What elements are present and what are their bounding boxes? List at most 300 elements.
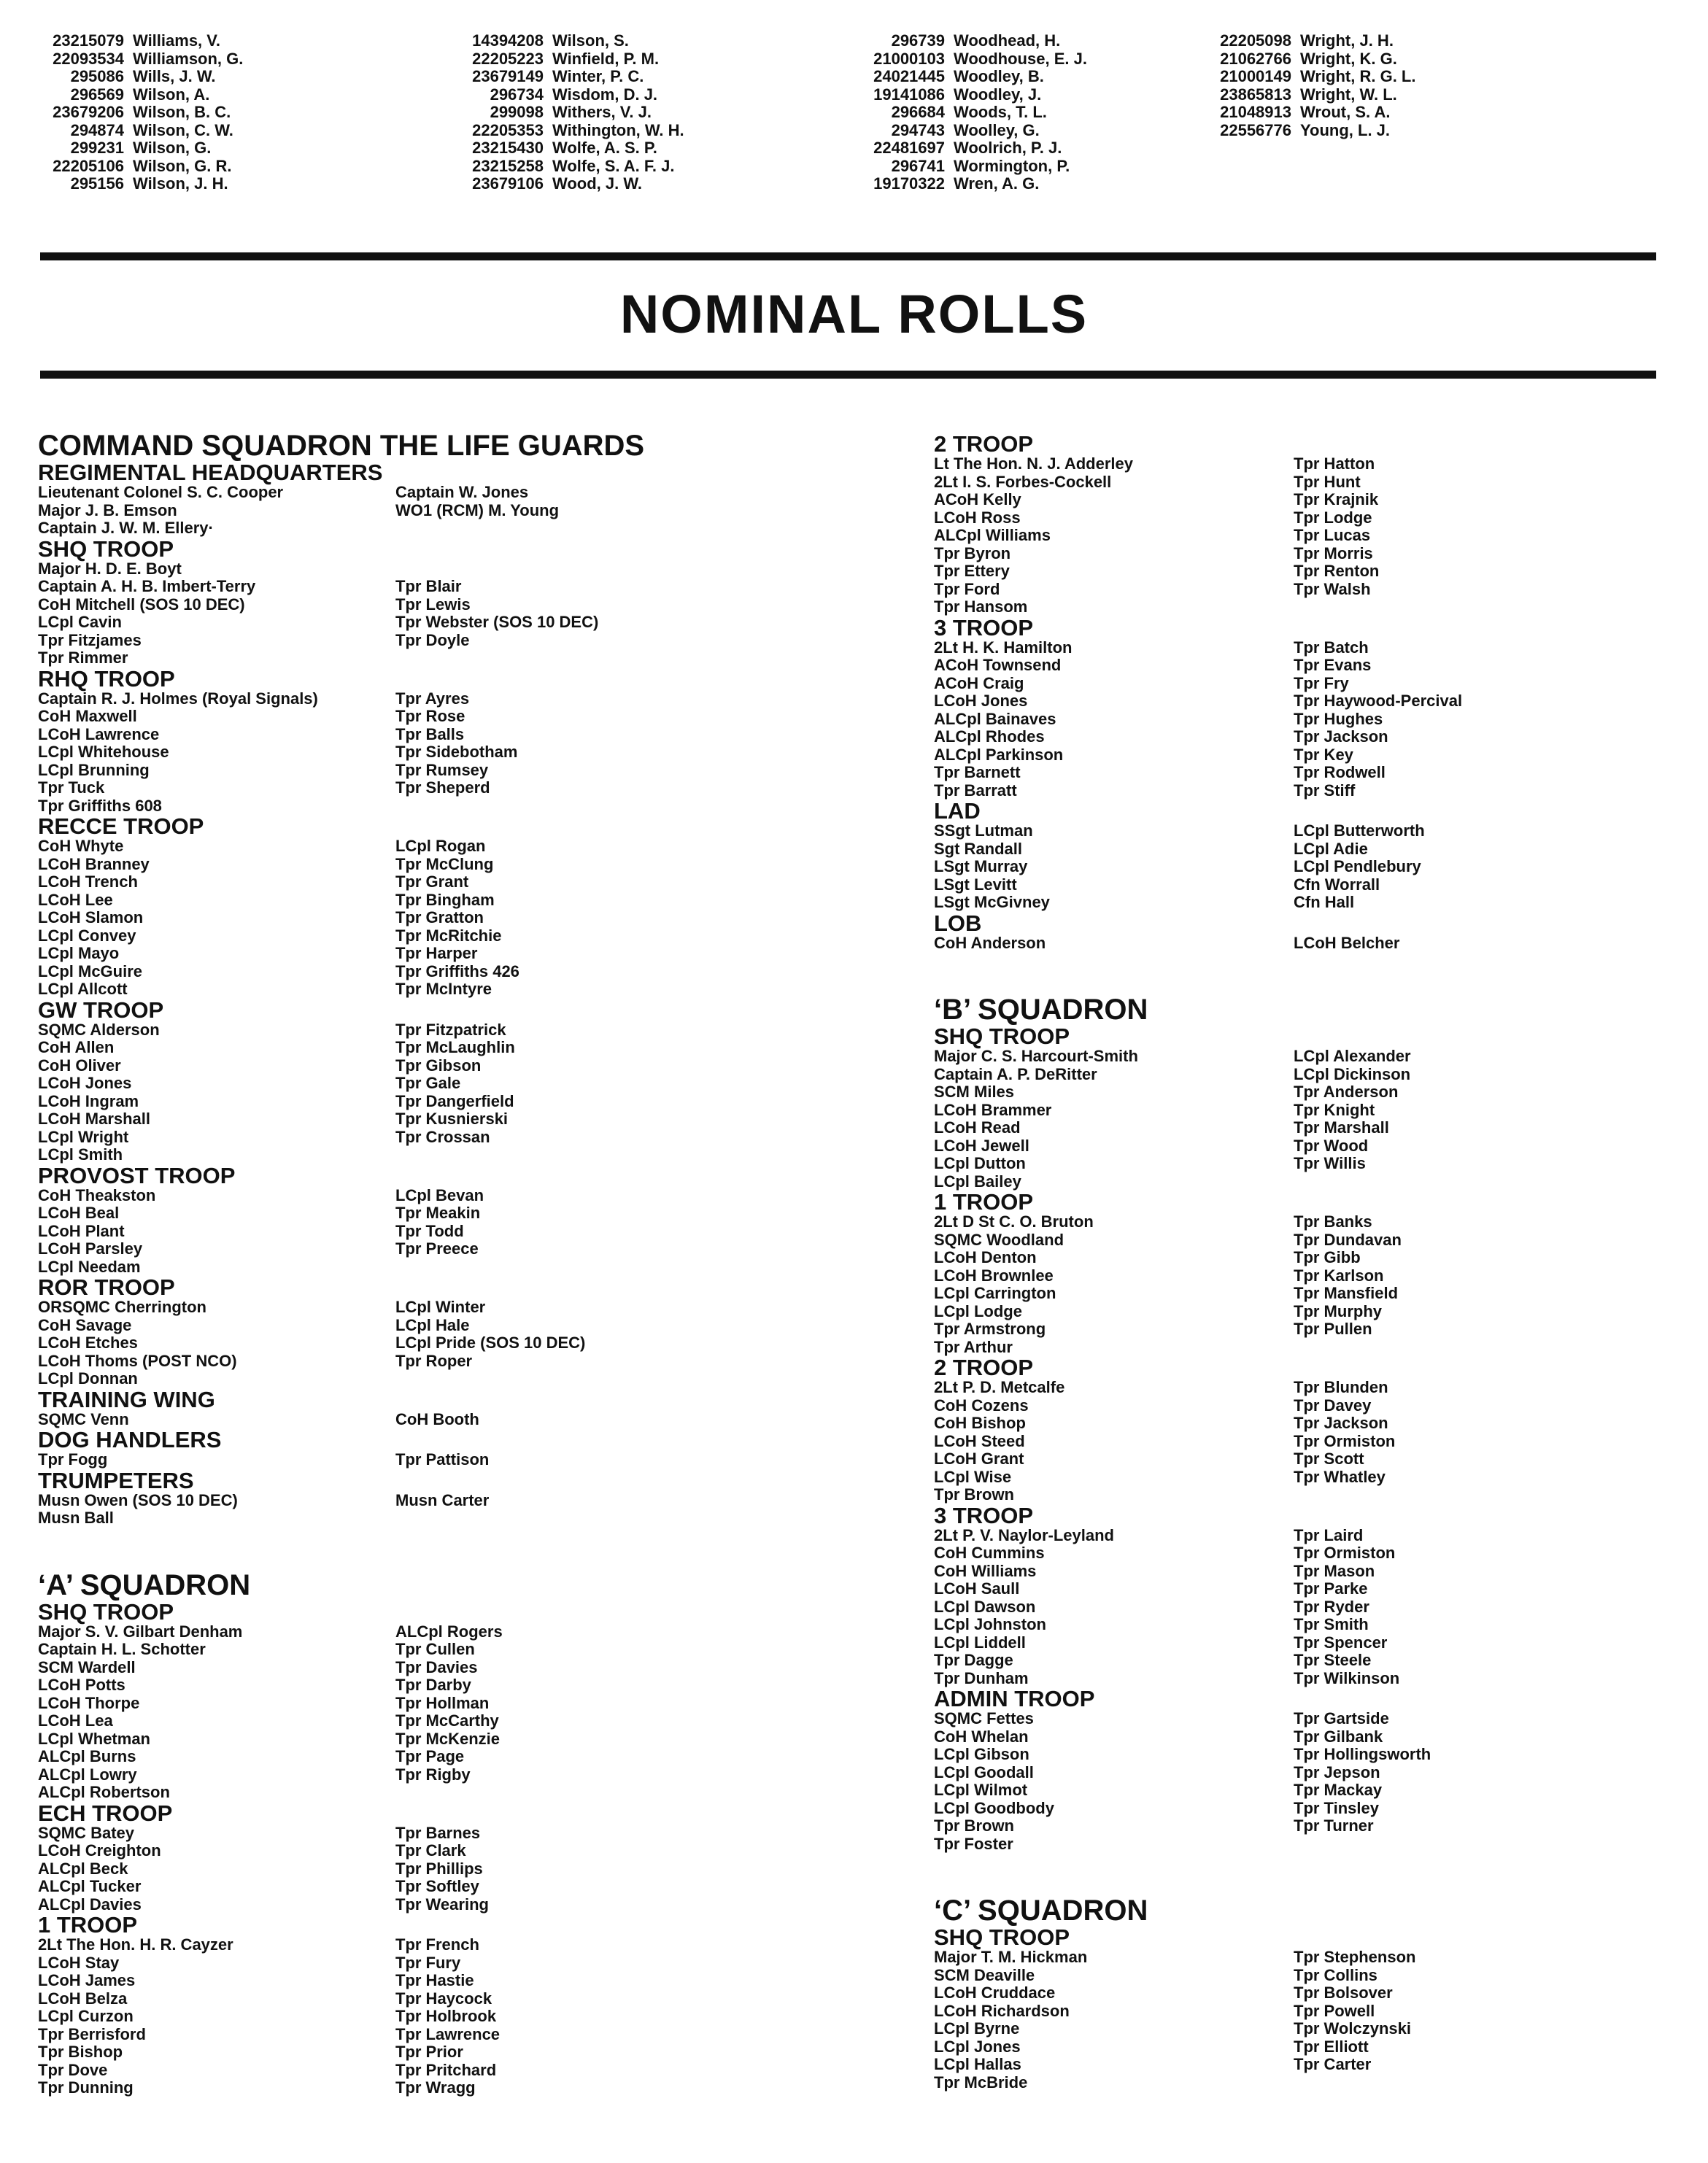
roll-row xyxy=(38,1075,877,1093)
member-name: Tpr Bishop xyxy=(38,2043,123,2061)
soldier-name: Wilson, S. xyxy=(552,31,629,50)
roll-row xyxy=(934,1213,1663,1231)
service-number: 22556776 xyxy=(1220,120,1291,139)
roll-row xyxy=(38,1641,877,1659)
troop-heading: GW TROOP xyxy=(38,997,164,1023)
member-name: LCpl McGuire xyxy=(38,961,143,980)
roll-row xyxy=(934,657,1663,675)
member-name: LCpl Dickinson xyxy=(1294,1064,1411,1083)
member-name: LCoH Richardson xyxy=(934,2001,1070,2020)
roll-entry xyxy=(850,104,1087,122)
roll-row xyxy=(38,1623,877,1641)
member-name: Captain H. L. Schotter xyxy=(38,1640,206,1658)
member-name: Tpr Stiff xyxy=(1294,781,1356,800)
service-number: 299098 xyxy=(490,103,544,121)
roll-row xyxy=(934,1967,1663,1985)
member-name: LCoH James xyxy=(38,1971,136,1989)
member-name: LCoH Cruddace xyxy=(934,1984,1056,2002)
member-name: Tpr Walsh xyxy=(1294,579,1371,598)
troop-heading: 3 TROOP xyxy=(934,614,1034,641)
roll-row xyxy=(934,1137,1663,1156)
soldier-name: Wrout, S. A. xyxy=(1300,103,1391,121)
troop-heading: 2 TROOP xyxy=(934,431,1034,457)
member-name: Tpr Lucas xyxy=(1294,526,1371,544)
member-name: Tpr Sidebotham xyxy=(395,743,518,761)
member-name: Tpr Gale xyxy=(395,1074,461,1092)
service-number: 14394208 xyxy=(472,31,544,50)
member-name: ALCpl Rogers xyxy=(395,1622,503,1641)
roll-row xyxy=(38,1784,877,1802)
member-name: LCoH Creighton xyxy=(38,1841,161,1860)
troop-heading: RECCE TROOP xyxy=(38,813,204,839)
member-name: Tpr Hughes xyxy=(1294,709,1383,728)
member-name: LCoH Marshall xyxy=(38,1110,151,1128)
roll-row xyxy=(934,1800,1663,1818)
roll-row xyxy=(934,1379,1663,1397)
member-name: Tpr Rigby xyxy=(395,1765,471,1784)
member-name: ALCpl Parkinson xyxy=(934,745,1064,764)
member-name: Tpr Griffiths 608 xyxy=(38,796,162,815)
service-number: 296734 xyxy=(490,85,544,104)
member-name: Tpr Pullen xyxy=(1294,1320,1372,1338)
member-name: Tpr Hollingsworth xyxy=(1294,1745,1431,1763)
roll-row xyxy=(934,1066,1663,1084)
roll-row xyxy=(934,1155,1663,1173)
member-name: LCpl Hale xyxy=(395,1315,470,1334)
soldier-name: Wright, R. G. L. xyxy=(1300,67,1416,85)
member-name: Tpr Ford xyxy=(934,579,1000,598)
member-name: Tpr Jepson xyxy=(1294,1762,1380,1781)
member-name: Tpr Hatton xyxy=(1294,454,1375,473)
member-name: Tpr McLaughlin xyxy=(395,1038,515,1056)
member-name: SQMC Venn xyxy=(38,1409,129,1428)
soldier-name: Withington, W. H. xyxy=(552,120,684,139)
roll-row xyxy=(38,1509,877,1528)
member-name: Major H. D. E. Boyt xyxy=(38,559,182,578)
member-name: Tpr Gibb xyxy=(1294,1248,1361,1266)
roll-row xyxy=(38,909,877,927)
roll-row xyxy=(38,690,877,708)
member-name: LCpl Bevan xyxy=(395,1185,484,1204)
member-name: LCpl Convey xyxy=(38,926,136,945)
member-name: Tpr Foster xyxy=(934,1834,1013,1853)
roll-row xyxy=(38,1021,877,1040)
member-name: Captain W. Jones xyxy=(395,483,529,501)
member-name: Captain A. P. DeRitter xyxy=(934,1064,1097,1083)
member-name: ALCpl Bainaves xyxy=(934,709,1056,728)
member-name: LCoH Read xyxy=(934,1118,1021,1137)
roll-entry xyxy=(1197,122,1415,140)
roll-entry xyxy=(449,50,684,69)
roll-row xyxy=(934,1949,1663,1967)
troop-heading: LAD xyxy=(934,798,981,824)
soldier-name: Wren, A. G. xyxy=(954,174,1040,193)
member-name: Cfn Worrall xyxy=(1294,875,1380,894)
member-name: Major J. B. Emson xyxy=(38,500,177,519)
roll-row xyxy=(38,560,877,579)
roll-entry xyxy=(850,122,1087,140)
member-name: Tpr Key xyxy=(1294,745,1353,764)
member-name: Tpr McIntyre xyxy=(395,980,492,998)
page-title: NOMINAL ROLLS xyxy=(619,284,1089,344)
member-name: LCpl Byrne xyxy=(934,2019,1020,2038)
member-name: ALCpl Rhodes xyxy=(934,727,1045,746)
roll-row xyxy=(934,1285,1663,1303)
service-number: 19141086 xyxy=(873,85,945,104)
roll-row xyxy=(934,1339,1663,1357)
member-name: Tpr Softley xyxy=(395,1877,479,1895)
service-number: 294874 xyxy=(70,120,124,139)
soldier-name: Young, L. J. xyxy=(1300,120,1391,139)
roll-entry xyxy=(449,139,684,158)
member-name: Tpr McClung xyxy=(395,854,494,873)
roll-row xyxy=(934,2074,1663,2092)
roll-row xyxy=(934,858,1663,876)
member-name: LCoH Belcher xyxy=(1294,933,1400,952)
roll-row xyxy=(38,1223,877,1241)
roll-row xyxy=(38,726,877,744)
roll-row xyxy=(38,945,877,963)
member-name: Tpr Karlson xyxy=(1294,1266,1384,1285)
member-name: Tpr Doyle xyxy=(395,630,470,649)
service-number: 21062766 xyxy=(1220,49,1291,68)
member-name: 2Lt The Hon. H. R. Cayzer xyxy=(38,1935,233,1954)
member-name: LCpl Allcott xyxy=(38,980,128,998)
service-number: 294743 xyxy=(891,120,945,139)
member-name: Tpr Banks xyxy=(1294,1212,1372,1231)
roll-row xyxy=(38,1492,877,1510)
member-name: ALCpl Beck xyxy=(38,1859,128,1878)
roll-row xyxy=(934,822,1663,840)
troop-heading: 1 TROOP xyxy=(38,1912,138,1938)
member-name: SCM Deaville xyxy=(934,1965,1035,1984)
roll-entry xyxy=(29,175,243,193)
member-name: Tpr Wilkinson xyxy=(1294,1668,1400,1687)
member-name: ALCpl Burns xyxy=(38,1747,136,1765)
member-name: LCpl Whitehouse xyxy=(38,743,169,761)
member-name: LSgt McGivney xyxy=(934,893,1050,911)
roll-row xyxy=(38,1146,877,1164)
member-name: LCpl Alexander xyxy=(1294,1047,1411,1065)
roll-row xyxy=(38,1240,877,1258)
member-name: CoH Savage xyxy=(38,1315,132,1334)
service-number: 23215079 xyxy=(53,31,124,50)
troop-heading: SHQ TROOP xyxy=(934,1024,1070,1049)
troop-heading: SHQ TROOP xyxy=(38,535,174,562)
roll-entry xyxy=(29,122,243,140)
member-name: Tpr Haycock xyxy=(395,1989,492,2008)
roll-entry xyxy=(449,86,684,104)
roll-entry xyxy=(850,68,1087,86)
roll-row xyxy=(38,614,877,632)
member-name: LCpl Donnan xyxy=(38,1369,138,1388)
roll-row xyxy=(934,1303,1663,1321)
roll-row xyxy=(934,1119,1663,1137)
member-name: LCoH Lawrence xyxy=(38,724,160,743)
member-name: LCpl Dutton xyxy=(934,1154,1026,1172)
member-name: LCpl Whetman xyxy=(38,1729,150,1748)
member-name: LCpl Lodge xyxy=(934,1301,1022,1320)
troop-heading: PROVOST TROOP xyxy=(38,1162,236,1188)
member-name: LCoH Lee xyxy=(38,890,113,909)
member-name: Major C. S. Harcourt-Smith xyxy=(934,1047,1138,1065)
member-name: Tpr Elliott xyxy=(1294,2037,1369,2056)
roll-row xyxy=(934,1048,1663,1066)
top-list-col-2 xyxy=(449,32,684,193)
roll-row xyxy=(38,1353,877,1371)
roll-entry xyxy=(850,139,1087,158)
roll-row xyxy=(38,963,877,981)
member-name: Tpr Tuck xyxy=(38,778,105,797)
roll-row xyxy=(934,2038,1663,2056)
roll-row xyxy=(934,1652,1663,1670)
member-name: LCoH Slamon xyxy=(38,908,144,926)
member-name: LCpl Winter xyxy=(395,1298,486,1316)
roll-entry xyxy=(29,104,243,122)
roll-row xyxy=(934,491,1663,509)
service-number: 296684 xyxy=(891,103,945,121)
member-name: LCoH Saull xyxy=(934,1579,1020,1598)
member-name: Tpr Ormiston xyxy=(1294,1544,1396,1562)
service-number: 21000103 xyxy=(873,49,945,68)
member-name: Tpr Lodge xyxy=(1294,508,1372,527)
soldier-name: Woodley, B. xyxy=(954,67,1044,85)
member-name: SQMC Woodland xyxy=(934,1230,1064,1249)
member-name: ACoH Craig xyxy=(934,673,1024,692)
roll-row xyxy=(38,1093,877,1111)
member-name: Tpr Hollman xyxy=(395,1693,490,1712)
member-name: WO1 (RCM) M. Young xyxy=(395,500,560,519)
member-name: CoH Theakston xyxy=(38,1185,156,1204)
member-name: Tpr Ryder xyxy=(1294,1597,1369,1616)
member-name: Tpr Steele xyxy=(1294,1651,1372,1669)
roll-entry xyxy=(1197,50,1415,69)
roll-row xyxy=(38,891,877,910)
member-name: Tpr Clark xyxy=(395,1841,466,1860)
member-name: Musn Carter xyxy=(395,1490,490,1509)
roll-entry xyxy=(449,175,684,193)
service-number: 23679106 xyxy=(472,174,544,193)
roll-row xyxy=(934,1984,1663,2003)
roll-entry xyxy=(29,158,243,176)
member-name: Tpr Turner xyxy=(1294,1816,1374,1835)
member-name: Tpr Rimmer xyxy=(38,649,128,667)
roll-row xyxy=(934,639,1663,657)
member-name: Tpr Knight xyxy=(1294,1100,1375,1119)
member-name: Tpr Laird xyxy=(1294,1525,1364,1544)
troop-heading: DOG HANDLERS xyxy=(38,1427,222,1452)
member-name: LCoH Lea xyxy=(38,1711,113,1730)
service-number: 19170322 xyxy=(873,174,945,193)
roll-row xyxy=(38,1878,877,1896)
member-name: Tpr Rodwell xyxy=(1294,763,1386,781)
soldier-name: Wright, K. G. xyxy=(1300,49,1397,68)
member-name: SQMC Alderson xyxy=(38,1020,160,1039)
roll-row xyxy=(38,1676,877,1695)
roll-row xyxy=(38,708,877,726)
member-name: LCpl Goodall xyxy=(934,1762,1034,1781)
member-name: Tpr Wolczynski xyxy=(1294,2019,1411,2038)
roll-row xyxy=(934,455,1663,473)
member-name: LCoH Grant xyxy=(934,1450,1024,1468)
member-name: Tpr Gibson xyxy=(395,1056,482,1075)
member-name: Tpr Phillips xyxy=(395,1859,483,1878)
troop-heading: 1 TROOP xyxy=(934,1189,1034,1215)
roll-row xyxy=(934,1527,1663,1545)
soldier-name: Williams, V. xyxy=(133,31,221,50)
member-name: Tpr Holbrook xyxy=(395,2007,497,2025)
member-name: Tpr McRitchie xyxy=(395,926,502,945)
roll-row xyxy=(934,935,1663,953)
roll-row xyxy=(38,1411,877,1429)
member-name: SCM Miles xyxy=(934,1083,1015,1101)
roll-entry xyxy=(850,158,1087,176)
soldier-name: Woods, T. L. xyxy=(954,103,1047,121)
member-name: CoH Williams xyxy=(934,1561,1037,1580)
member-name: Tpr Darby xyxy=(395,1676,471,1694)
member-name: Tpr Fury xyxy=(395,1953,461,1972)
member-name: Tpr Preece xyxy=(395,1239,479,1258)
member-name: Tpr Lewis xyxy=(395,595,471,614)
squadron-title: ‘A’ SQUADRON xyxy=(38,1568,251,1601)
member-name: Major S. V. Gilbart Denham xyxy=(38,1622,243,1641)
roll-row xyxy=(934,711,1663,729)
member-name: LCoH Brammer xyxy=(934,1100,1052,1119)
troop-heading: TRAINING WING xyxy=(38,1386,215,1412)
roll-entry xyxy=(1197,86,1415,104)
roll-row xyxy=(934,1433,1663,1451)
service-number: 23679206 xyxy=(53,103,124,121)
member-name: 2Lt H. K. Hamilton xyxy=(934,638,1073,657)
roll-row xyxy=(934,1173,1663,1191)
member-name: Major T. M. Hickman xyxy=(934,1948,1088,1966)
roll-row xyxy=(934,1231,1663,1250)
soldier-name: Wilson, G. xyxy=(133,139,212,157)
roll-row xyxy=(934,894,1663,912)
roll-row xyxy=(934,509,1663,527)
member-name: Musn Owen (SOS 10 DEC) xyxy=(38,1490,238,1509)
member-name: LCoH Ingram xyxy=(38,1091,139,1110)
roll-row xyxy=(934,764,1663,782)
member-name: Tpr Wearing xyxy=(395,1895,489,1914)
member-name: Tpr Ettery xyxy=(934,562,1010,580)
member-name: LCpl Bailey xyxy=(934,1172,1021,1191)
member-name: LCpl Curzon xyxy=(38,2007,134,2025)
roll-row xyxy=(934,876,1663,894)
member-name: LCpl Pendlebury xyxy=(1294,857,1421,875)
left-roll-column xyxy=(38,430,877,2097)
troop-heading: ECH TROOP xyxy=(38,1800,173,1826)
member-name: Tpr Gartside xyxy=(1294,1709,1389,1727)
member-name: Tpr Barnes xyxy=(395,1823,481,1842)
member-name: LCpl Gibson xyxy=(934,1745,1029,1763)
member-name: Tpr Sheperd xyxy=(395,778,490,797)
member-name: CoH Cozens xyxy=(934,1396,1029,1415)
roll-entry xyxy=(29,86,243,104)
roll-row xyxy=(934,1670,1663,1688)
roll-row xyxy=(38,762,877,780)
member-name: LCoH Trench xyxy=(38,872,138,891)
squadron-title: ‘B’ SQUADRON xyxy=(934,994,1148,1026)
roll-row xyxy=(934,1397,1663,1415)
roll-entry xyxy=(850,50,1087,69)
service-number: 296569 xyxy=(70,85,124,104)
member-name: Tpr Evans xyxy=(1294,656,1372,674)
roll-row xyxy=(38,1896,877,1914)
member-name: Tpr Grant xyxy=(395,872,469,891)
service-number: 21000149 xyxy=(1220,67,1291,85)
member-name: SQMC Batey xyxy=(38,1823,135,1842)
roll-row xyxy=(934,746,1663,765)
member-name: Cfn Hall xyxy=(1294,893,1355,911)
roll-row xyxy=(38,1954,877,1973)
member-name: Tpr Ayres xyxy=(395,689,470,708)
roll-entry xyxy=(449,158,684,176)
roll-row xyxy=(38,927,877,945)
member-name: Tpr Powell xyxy=(1294,2001,1375,2020)
member-name: LCpl Wise xyxy=(934,1467,1012,1486)
roll-entry xyxy=(449,68,684,86)
roll-row xyxy=(934,1580,1663,1598)
roll-entry xyxy=(449,104,684,122)
roll-row xyxy=(934,1728,1663,1746)
member-name: Tpr Meakin xyxy=(395,1204,481,1222)
top-list-col-1 xyxy=(29,32,243,193)
roll-row xyxy=(38,1204,877,1223)
member-name: Tpr Griffiths 426 xyxy=(395,961,519,980)
soldier-name: Wilson, C. W. xyxy=(133,120,233,139)
member-name: Tpr McBride xyxy=(934,2073,1028,2092)
roll-row xyxy=(934,1102,1663,1120)
member-name: LCoH Thoms (POST NCO) xyxy=(38,1351,237,1370)
roll-row xyxy=(38,2043,877,2062)
roll-row xyxy=(934,473,1663,492)
squadron-title: COMMAND SQUADRON THE LIFE GUARDS xyxy=(38,430,645,462)
roll-entry xyxy=(29,139,243,158)
member-name: Tpr Brown xyxy=(934,1485,1014,1504)
member-name: Tpr Anderson xyxy=(1294,1083,1399,1101)
squadron-title: ‘C’ SQUADRON xyxy=(934,1895,1148,1927)
troop-heading: ROR TROOP xyxy=(38,1274,175,1300)
roll-entry xyxy=(29,32,243,50)
roll-row xyxy=(38,1748,877,1766)
roll-row xyxy=(38,2079,877,2097)
member-name: Tpr Dagge xyxy=(934,1651,1013,1669)
roll-row xyxy=(38,484,877,502)
roll-row xyxy=(934,1764,1663,1782)
member-name: ALCpl Williams xyxy=(934,526,1051,544)
member-name: Musn Ball xyxy=(38,1509,114,1527)
member-name: LCpl Wright xyxy=(38,1127,129,1146)
soldier-name: Woolrich, P. J. xyxy=(954,139,1062,157)
member-name: LCpl Butterworth xyxy=(1294,821,1425,840)
roll-row xyxy=(38,1370,877,1388)
member-name: Tpr Stephenson xyxy=(1294,1948,1416,1966)
member-name: Tpr Hunt xyxy=(1294,472,1361,491)
member-name: 2Lt I. S. Forbes-Cockell xyxy=(934,472,1112,491)
roll-row xyxy=(38,649,877,668)
member-name: Tpr Blunden xyxy=(1294,1378,1388,1396)
member-name: LCpl Needam xyxy=(38,1257,141,1276)
service-number: 299231 xyxy=(70,139,124,157)
roll-row xyxy=(38,1129,877,1147)
member-name: LCpl Wilmot xyxy=(934,1781,1028,1799)
troop-heading: ADMIN TROOP xyxy=(934,1686,1095,1711)
roll-row xyxy=(934,1544,1663,1563)
member-name: CoH Oliver xyxy=(38,1056,121,1075)
member-name: SCM Wardell xyxy=(38,1657,136,1676)
roll-row xyxy=(38,1730,877,1749)
